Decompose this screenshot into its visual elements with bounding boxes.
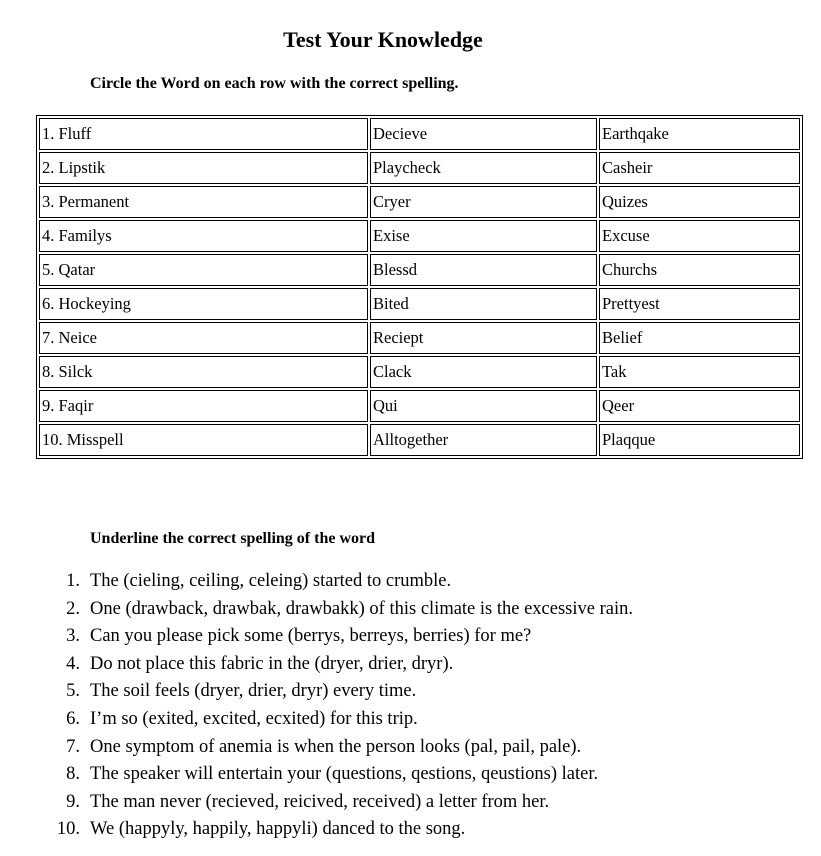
item-sentence: I’m so (exited, excited, ecxited) for this trip. (90, 708, 418, 729)
circle-instruction: Circle the Word on each row with the correct spelling. (90, 75, 459, 92)
item-sentence: The (cieling, ceiling, celeing) started to crumble. (90, 571, 452, 591)
word-cell: 3. Permanent (39, 186, 368, 218)
word-cell: Exise (370, 220, 597, 252)
table-row (39, 322, 800, 354)
table-row (39, 118, 800, 150)
word-cell: Clack (370, 356, 597, 388)
table-row (39, 152, 800, 184)
word-cell: Excuse (599, 220, 800, 252)
item-sentence: One (drawback, drawbak, drawbakk) of this climate is the excessive rain. (90, 598, 633, 619)
item-sentence: The man never (recieved, reicived, received) a letter from her. (90, 791, 550, 812)
word-cell: Qeer (599, 390, 800, 422)
item-sentence: The soil feels (dryer, drier, dryr) every time. (90, 681, 417, 702)
word-cell: 6. Hockeying (39, 288, 368, 320)
table-row (39, 186, 800, 218)
word-cell: Bited (370, 288, 597, 320)
page-title: Test Your Knowledge (283, 27, 483, 52)
word-cell: 5. Qatar (39, 254, 368, 286)
item-number: 2. (66, 598, 80, 619)
word-cell: Casheir (599, 152, 800, 184)
underline-instruction: Underline the correct spelling of the word (90, 530, 375, 547)
word-cell: Belief (599, 322, 800, 354)
table-row (39, 220, 800, 252)
table-row (39, 356, 800, 388)
table-row (39, 254, 800, 286)
word-cell: 8. Silck (39, 356, 368, 388)
item-number: 6. (66, 708, 80, 729)
word-cell: Tak (599, 356, 800, 388)
item-number: 7. (66, 736, 80, 757)
word-cell: Earthqake (599, 118, 800, 150)
item-number: 5. (66, 681, 80, 702)
item-sentence: One symptom of anemia is when the person looks (pal, pail, pale). (90, 736, 582, 757)
word-cell: 7. Neice (39, 322, 368, 354)
word-cell: Plaqque (599, 424, 800, 456)
word-cell: Decieve (370, 118, 597, 150)
word-cell: Reciept (370, 322, 597, 354)
item-sentence: Do not place this fabric in the (dryer, drier, dryr). (90, 653, 454, 674)
table-row (39, 288, 800, 320)
item-sentence: Can you please pick some (berrys, berreys, berries) for me? (90, 626, 532, 647)
item-number: 8. (66, 764, 80, 785)
word-cell: 4. Familys (39, 220, 368, 252)
word-cell: 2. Lipstik (39, 152, 368, 184)
table-row (39, 390, 800, 422)
item-number: 4. (66, 653, 80, 674)
word-cell: Alltogether (370, 424, 597, 456)
item-number: 10. (56, 819, 80, 840)
table-row (39, 424, 800, 456)
word-cell: Prettyest (599, 288, 800, 320)
item-number: 9. (66, 791, 80, 812)
word-cell: Qui (370, 390, 597, 422)
word-cell: 10. Misspell (39, 424, 368, 456)
item-sentence: We (happyly, happily, happyli) danced to the song. (90, 819, 466, 840)
word-cell: 1. Fluff (39, 118, 368, 150)
word-cell: Blessd (370, 254, 597, 286)
word-cell: Playcheck (370, 152, 597, 184)
item-number: 1. (66, 571, 80, 591)
spelling-table (36, 115, 803, 459)
word-cell: Churchs (599, 254, 800, 286)
word-cell: Cryer (370, 186, 597, 218)
word-cell: Quizes (599, 186, 800, 218)
item-sentence: The speaker will entertain your (questions, qestions, qeustions) later. (90, 764, 599, 785)
item-number: 3. (66, 626, 80, 647)
word-cell: 9. Faqir (39, 390, 368, 422)
